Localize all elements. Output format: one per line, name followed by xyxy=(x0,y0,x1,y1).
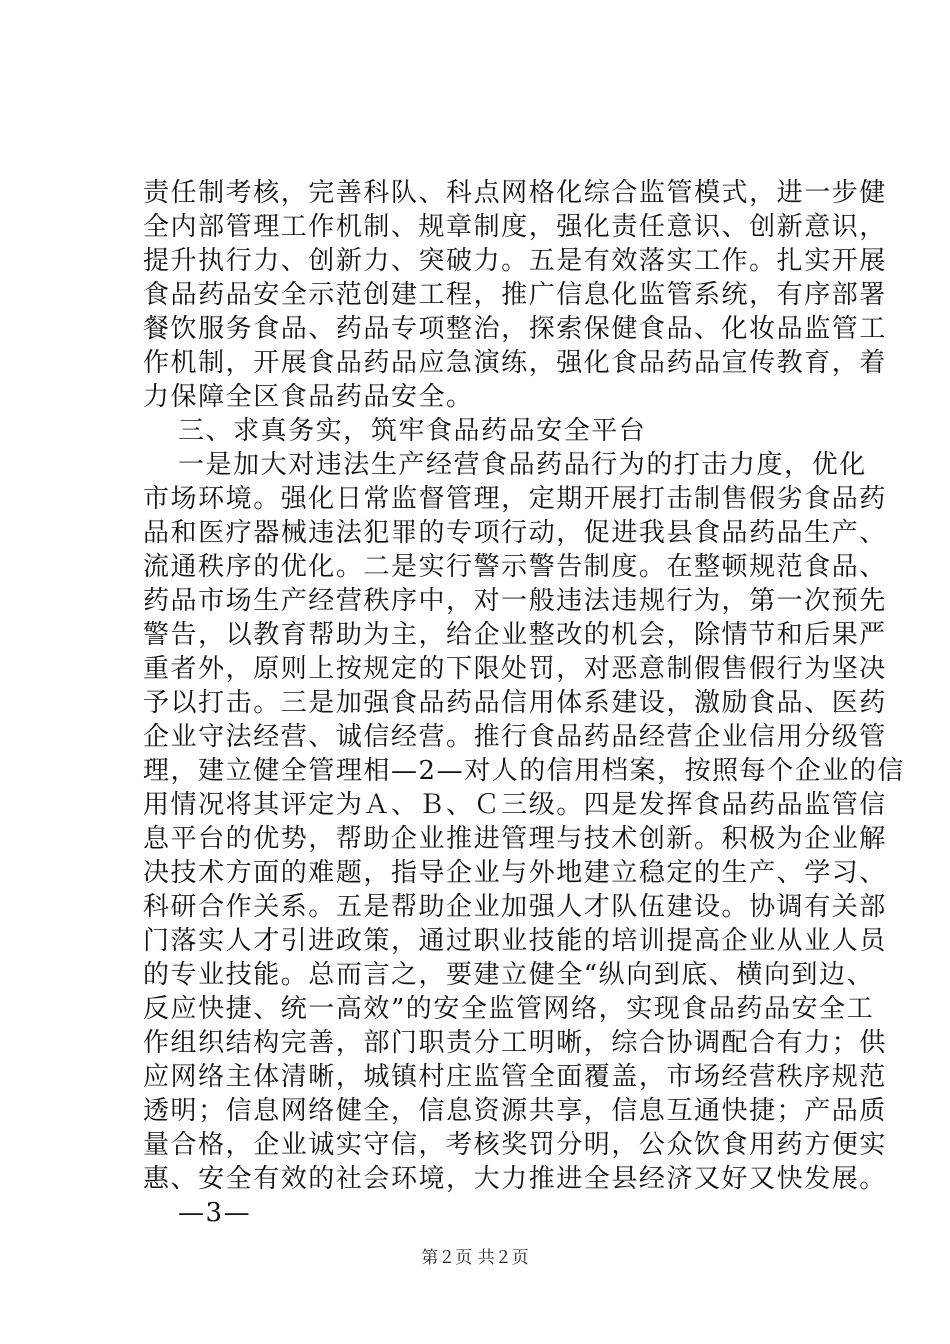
paragraph-line: 用情况将其评定为Ａ、Ｂ、Ｃ三级。四是发挥食品药品监管信 xyxy=(143,790,887,820)
section-heading: 三、求真务实，筑牢食品药品安全平台 xyxy=(178,416,647,446)
paragraph-line: 全内部管理工作机制、规章制度，强化责任意识、创新意识， xyxy=(143,212,887,242)
paragraph-line: 一是加大对违法生产经营食品药品行为的打击力度，优化 xyxy=(178,450,867,480)
paragraph-line: 力保障全区食品药品安全。 xyxy=(143,382,474,412)
paragraph-line: 提升执行力、创新力、突破力。五是有效落实工作。扎实开展 xyxy=(143,246,887,276)
paragraph-line: 责任制考核，完善科队、科点网格化综合监管模式，进一步健 xyxy=(143,178,887,208)
paragraph-line: 警告，以教育帮助为主，给企业整改的机会，除情节和后果严 xyxy=(143,620,887,650)
paragraph-line: 予以打击。三是加强食品药品信用体系建设，激励食品、医药 xyxy=(143,688,887,718)
paragraph-line: 决技术方面的难题，指导企业与外地建立稳定的生产、学习、 xyxy=(143,858,887,888)
paragraph-line: 的专业技能。总而言之，要建立健全“纵向到底、横向到边、 xyxy=(143,960,875,990)
paragraph-line: 食品药品安全示范创建工程，推广信息化监管系统，有序部署 xyxy=(143,280,887,310)
paragraph-line: 作组织结构完善，部门职责分工明晰，综合协调配合有力；供 xyxy=(143,1028,887,1058)
paragraph-line: 品和医疗器械违法犯罪的专项行动，促进我县食品药品生产、 xyxy=(143,518,887,548)
inline-page-number: —3— xyxy=(178,1198,252,1228)
paragraph-line: 企业守法经营、诚信经营。推行食品药品经营企业信用分级管 xyxy=(143,722,887,752)
paragraph-line: 量合格，企业诚实守信，考核奖罚分明，公众饮食用药方便实 xyxy=(143,1130,887,1160)
paragraph-line: 息平台的优势，帮助企业推进管理与技术创新。积极为企业解 xyxy=(143,824,887,854)
paragraph-line: 理，建立健全管理相—2—对人的信用档案，按照每个企业的信 xyxy=(143,756,905,786)
paragraph-line: 餐饮服务食品、药品专项整治，探索保健食品、化妆品监管工 xyxy=(143,314,887,344)
paragraph-line: 惠、安全有效的社会环境，大力推进全县经济又好又快发展。 xyxy=(143,1164,887,1194)
paragraph-line: 市场环境。强化日常监督管理，定期开展打击制售假劣食品药 xyxy=(143,484,887,514)
paragraph-line: 重者外，原则上按规定的下限处罚，对恶意制假售假行为坚决 xyxy=(143,654,887,684)
paragraph-line: 药品市场生产经营秩序中，对一般违法违规行为，第一次预先 xyxy=(143,586,887,616)
paragraph-line: 应网络主体清晰，城镇村庄监管全面覆盖，市场经营秩序规范 xyxy=(143,1062,887,1092)
paragraph-line: 科研合作关系。五是帮助企业加强人才队伍建设。协调有关部 xyxy=(143,892,887,922)
paragraph-line: 门落实人才引进政策，通过职业技能的培训提高企业从业人员 xyxy=(143,926,887,956)
paragraph-line: 透明；信息网络健全，信息资源共享，信息互通快捷；产品质 xyxy=(143,1096,887,1126)
page-footer: 第２页 共２页 xyxy=(421,1248,529,1268)
paragraph-line: 流通秩序的优化。二是实行警示警告制度。在整顿规范食品、 xyxy=(143,552,887,582)
paragraph-line: 反应快捷、统一高效”的安全监管网络，实现食品药品安全工 xyxy=(143,994,875,1024)
paragraph-line: 作机制，开展食品药品应急演练，强化食品药品宣传教育，着 xyxy=(143,348,887,378)
